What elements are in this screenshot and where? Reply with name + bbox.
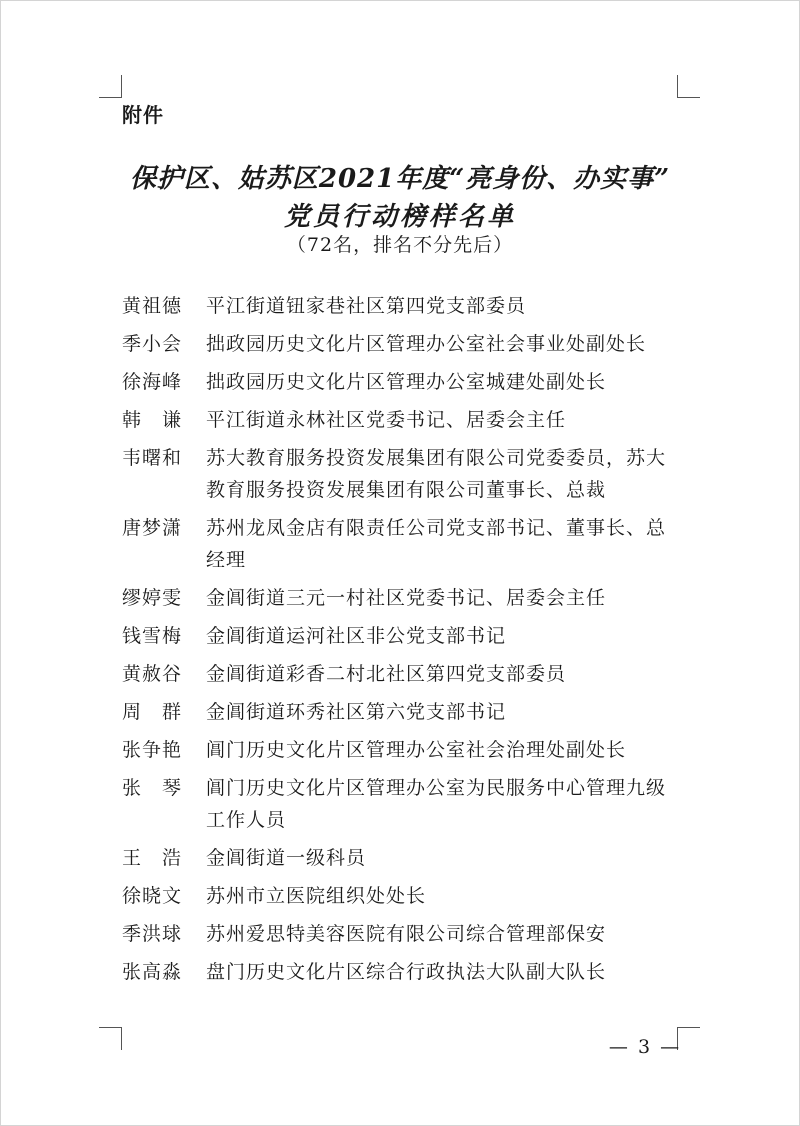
roster-list: [122, 290, 682, 994]
person-position: 平江街道钮家巷社区第四党支部委员: [206, 295, 527, 317]
person-name: 唐梦潇: [122, 517, 183, 539]
document-title-line-2: 党员行动榜样名单: [283, 202, 516, 232]
roster-entry: [122, 582, 682, 614]
crop-mark-bottom-left: [99, 1027, 122, 1050]
person-name: 周 群: [122, 701, 183, 723]
roster-entry: [122, 620, 682, 652]
roster-entry: [122, 734, 682, 766]
person-position: 金阊街道三元一村社区党委书记、居委会主任: [206, 587, 607, 609]
crop-mark-top-right: [677, 75, 700, 98]
roster-entry: [122, 772, 682, 836]
person-name: 王 浩: [122, 847, 183, 869]
person-position: 盘门历史文化片区综合行政执法大队副大队长: [206, 961, 607, 983]
person-name: 韦曙和: [122, 447, 183, 469]
roster-entry: [122, 366, 682, 398]
person-name: 季洪球: [122, 923, 183, 945]
person-position: 阊门历史文化片区管理办公室为民服务中心管理九级工作人员: [206, 777, 667, 831]
person-position: 苏州爱思特美容医院有限公司综合管理部保安: [206, 923, 607, 945]
roster-entry: [122, 328, 682, 360]
document-title-line-1: 保护区、姑苏区2021年度“亮身份、办实事”: [129, 164, 671, 194]
person-name: 黄赦谷: [122, 663, 183, 685]
person-position: 苏州市立医院组织处处长: [206, 885, 427, 907]
roster-entry: [122, 512, 682, 576]
person-position: 拙政园历史文化片区管理办公室城建处副处长: [206, 371, 607, 393]
person-position: 平江街道永林社区党委书记、居委会主任: [206, 409, 567, 431]
person-position: 金阊街道环秀社区第六党支部书记: [206, 701, 507, 723]
person-name: 徐海峰: [122, 371, 183, 393]
person-name: 徐晓文: [122, 885, 183, 907]
roster-entry: [122, 442, 682, 506]
person-position: 金阊街道彩香二村北社区第四党支部委员: [206, 663, 567, 685]
person-position: 拙政园历史文化片区管理办公室社会事业处副处长: [206, 333, 647, 355]
person-position: 苏州龙凤金店有限责任公司党支部书记、董事长、总经理: [206, 517, 667, 571]
person-name: 季小会: [122, 333, 183, 355]
person-name: 钱雪梅: [122, 625, 183, 647]
document-subtitle: （72名，排名不分先后）: [286, 234, 514, 256]
person-name: 张争艳: [122, 739, 183, 761]
person-name: 黄祖德: [122, 295, 183, 317]
roster-entry: [122, 842, 682, 874]
roster-entry: [122, 918, 682, 950]
person-position: 苏大教育服务投资发展集团有限公司党委委员，苏大教育服务投资发展集团有限公司董事长、总裁: [206, 447, 667, 501]
page-number: — 3 —: [608, 1036, 682, 1058]
roster-entry: [122, 880, 682, 912]
crop-mark-top-left: [99, 75, 122, 98]
roster-entry: [122, 696, 682, 728]
person-position: 金阊街道一级科员: [206, 847, 367, 869]
person-name: 韩 谦: [122, 409, 183, 431]
attachment-label: 附件: [122, 103, 164, 127]
roster-entry: [122, 404, 682, 436]
person-position: 阊门历史文化片区管理办公室社会治理处副处长: [206, 739, 627, 761]
roster-entry: [122, 956, 682, 988]
roster-entry: [122, 658, 682, 690]
person-name: 缪婷雯: [122, 587, 183, 609]
roster-entry: [122, 290, 682, 322]
person-name: 张高淼: [122, 961, 183, 983]
person-position: 金阊街道运河社区非公党支部书记: [206, 625, 507, 647]
person-name: 张 琴: [122, 777, 183, 799]
